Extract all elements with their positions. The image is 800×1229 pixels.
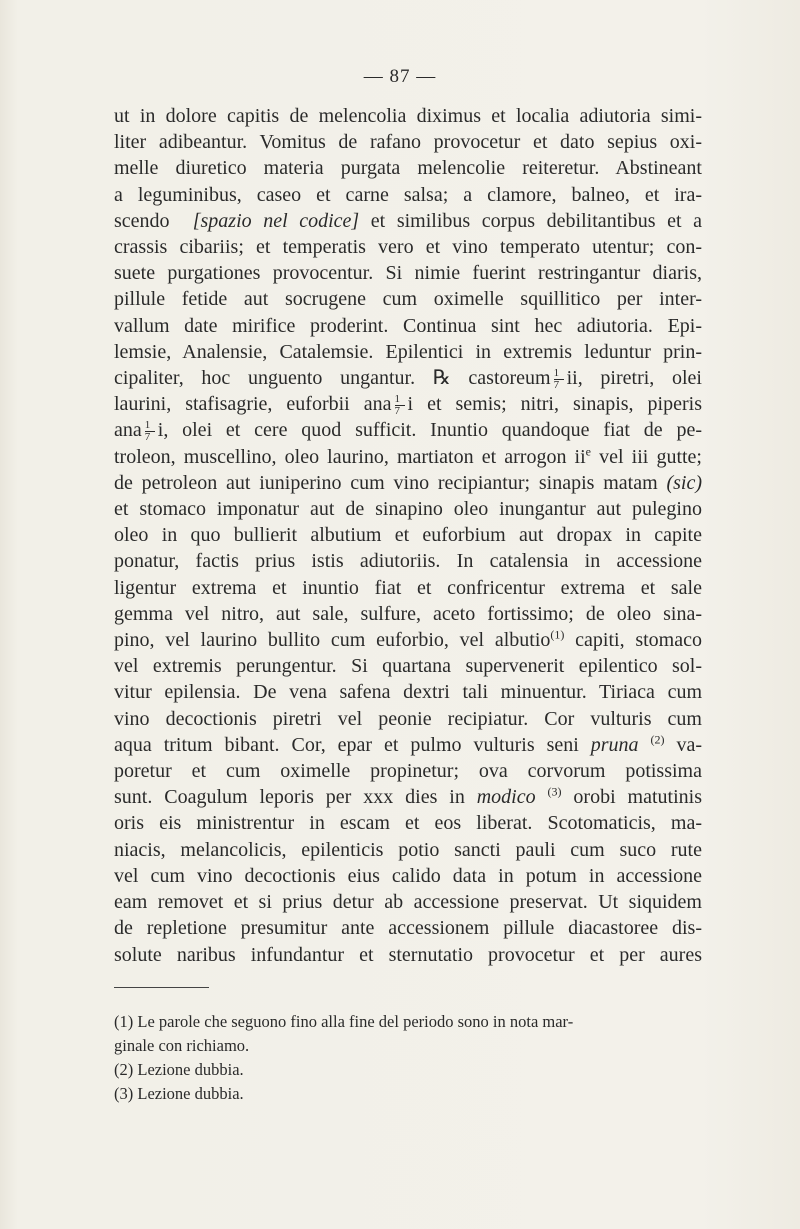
page-number: — 87 — [363, 66, 437, 87]
fraction: $\frac{1}{7}$ [395, 395, 405, 416]
text-line: et stomaco imponatur aut de sinapino oleo inungantur aut pulegino [114, 498, 702, 521]
editorial-note: [spazio nel codice] [192, 209, 360, 232]
text-line: ut in dolore capitis de melencolia diximus et localia adiutoria simi- [114, 105, 702, 127]
text-line: sunt. Coagulum leporis per xxx dies in modico $^{(3)}$ orobi matutinis [114, 784, 702, 809]
footnote: (3) Lezione dubbia. [114, 1084, 244, 1103]
editorial-note: (sic) [666, 471, 702, 494]
text-line: troleon, muscellino, oleo laurino, martiaton et arrogon $ii^e$ vel iii gutte; [114, 443, 702, 468]
text-line: poretur et cum oximelle propinetur; ova corvorum potissima [114, 760, 702, 783]
text-line: eam removet et si prius detur ab accessione preservat. Ut siquidem [114, 891, 702, 914]
text-line: vel extremis perungentur. Si quartana supervenerit epilentico sol- [114, 655, 702, 678]
text-line: ana $\frac{1}{7}$ i, olei et cere quod sufficit. Inuntio quandoque fiat de pe- [114, 419, 702, 444]
text-line: de repletione presumitur ante accessionem pillule diacastoree dis- [114, 917, 702, 940]
footnote: (1) Le parole che seguono fino alla fine del periodo sono in nota mar- [114, 1012, 574, 1031]
text-line: solute naribus infundantur et sternutatio provocetur et per aures [114, 943, 702, 966]
text-line: vino decoctionis piretri vel peonie recipiatur. Cor vulturis cum [114, 707, 702, 730]
text-line: liter adibeantur. Vomitus de rafano provocetur et dato sepius oxi- [114, 131, 702, 154]
text-line: oris eis ministrentur in escam et eos liberat. Scotomaticis, ma- [114, 812, 702, 835]
footnote-ref: (1) [550, 627, 565, 642]
text-line: niacis, melancolicis, epilenticis potio sancti pauli cum suco rute [114, 838, 702, 861]
text-line: vallum date mirifice proderint. Continua sint hec adiutoria. Epi- [114, 314, 702, 337]
text-line: crassis cibariis; et temperatis vero et vino temperato utentur; con- [114, 236, 702, 259]
footnote-divider [114, 987, 209, 988]
text-line: a leguminibus, caseo et carne salsa; a clamore, balneo, et ira- [114, 183, 702, 206]
text-line: vitur epilensia. De vena safena dextri tali minuentur. Tiriaca cum [114, 681, 702, 704]
emphasized-word: modico [476, 786, 536, 809]
text-line: pino, vel laurino bullito cum euforbio, vel albutio$^{(1)}$ capiti, stomaco [114, 627, 702, 652]
text-line: laurini, stafisagrie, euforbii ana $\frac{1}{7}$ i et semis; nitri, sinapis, piperis [114, 393, 702, 418]
footnote-ref: (2) [650, 732, 665, 747]
footnotes [114, 1010, 702, 1106]
text-line: de petroleon aut iuniperino cum vino recipiantur; sinapis matam (sic) [114, 471, 702, 494]
fraction: $\frac{1}{7}$ [145, 421, 155, 442]
footnote: (2) Lezione dubbia. [114, 1060, 244, 1079]
text-line: oleo in quo bullierit albutium et euforbium aut dropax in capite [114, 524, 702, 547]
text-line: melle diuretico materia purgata melencolie reiteretur. Abstineant [114, 157, 702, 180]
text-line: ligentur extrema et inuntio fiat et confricentur extrema et sale [114, 576, 702, 599]
text-line: vel cum vino decoctionis eius calido data in potum in accessione [114, 864, 702, 887]
fraction: $\frac{1}{7}$ [554, 369, 564, 390]
text-line: gemma vel nitro, aut sale, sulfure, aceto fortissimo; de oleo sina- [114, 602, 702, 625]
text-line: lemsie, Analensie, Catalemsie. Epilentici in extremis leduntur prin- [114, 340, 702, 363]
footnote-ref: (3) [547, 784, 562, 799]
footnote: ginale con richiamo. [114, 1036, 250, 1055]
text-line: pillule fetide aut socrugene cum oximelle squillitico per inter- [114, 288, 702, 311]
text-line: suete purgationes provocentur. Si nimie fuerint restringantur diaris, [114, 262, 702, 285]
text-line: scendo [spazio nel codice] et similibus corpus debilitantibus et a [114, 209, 703, 232]
text-line: cipaliter, hoc unguento ungantur. ℞ castoreum $\frac{1}{7}$ ii, piretri, olei [114, 366, 702, 391]
main-text [114, 103, 702, 968]
text-line: ponatur, factis prius istis adiutoriis. In catalensia in accessione [114, 550, 702, 573]
text-line: aqua tritum bibant. Cor, epar et pulmo vulturis seni pruna $^{(2)}$ va- [114, 732, 703, 756]
emphasized-word: pruna [590, 733, 639, 756]
